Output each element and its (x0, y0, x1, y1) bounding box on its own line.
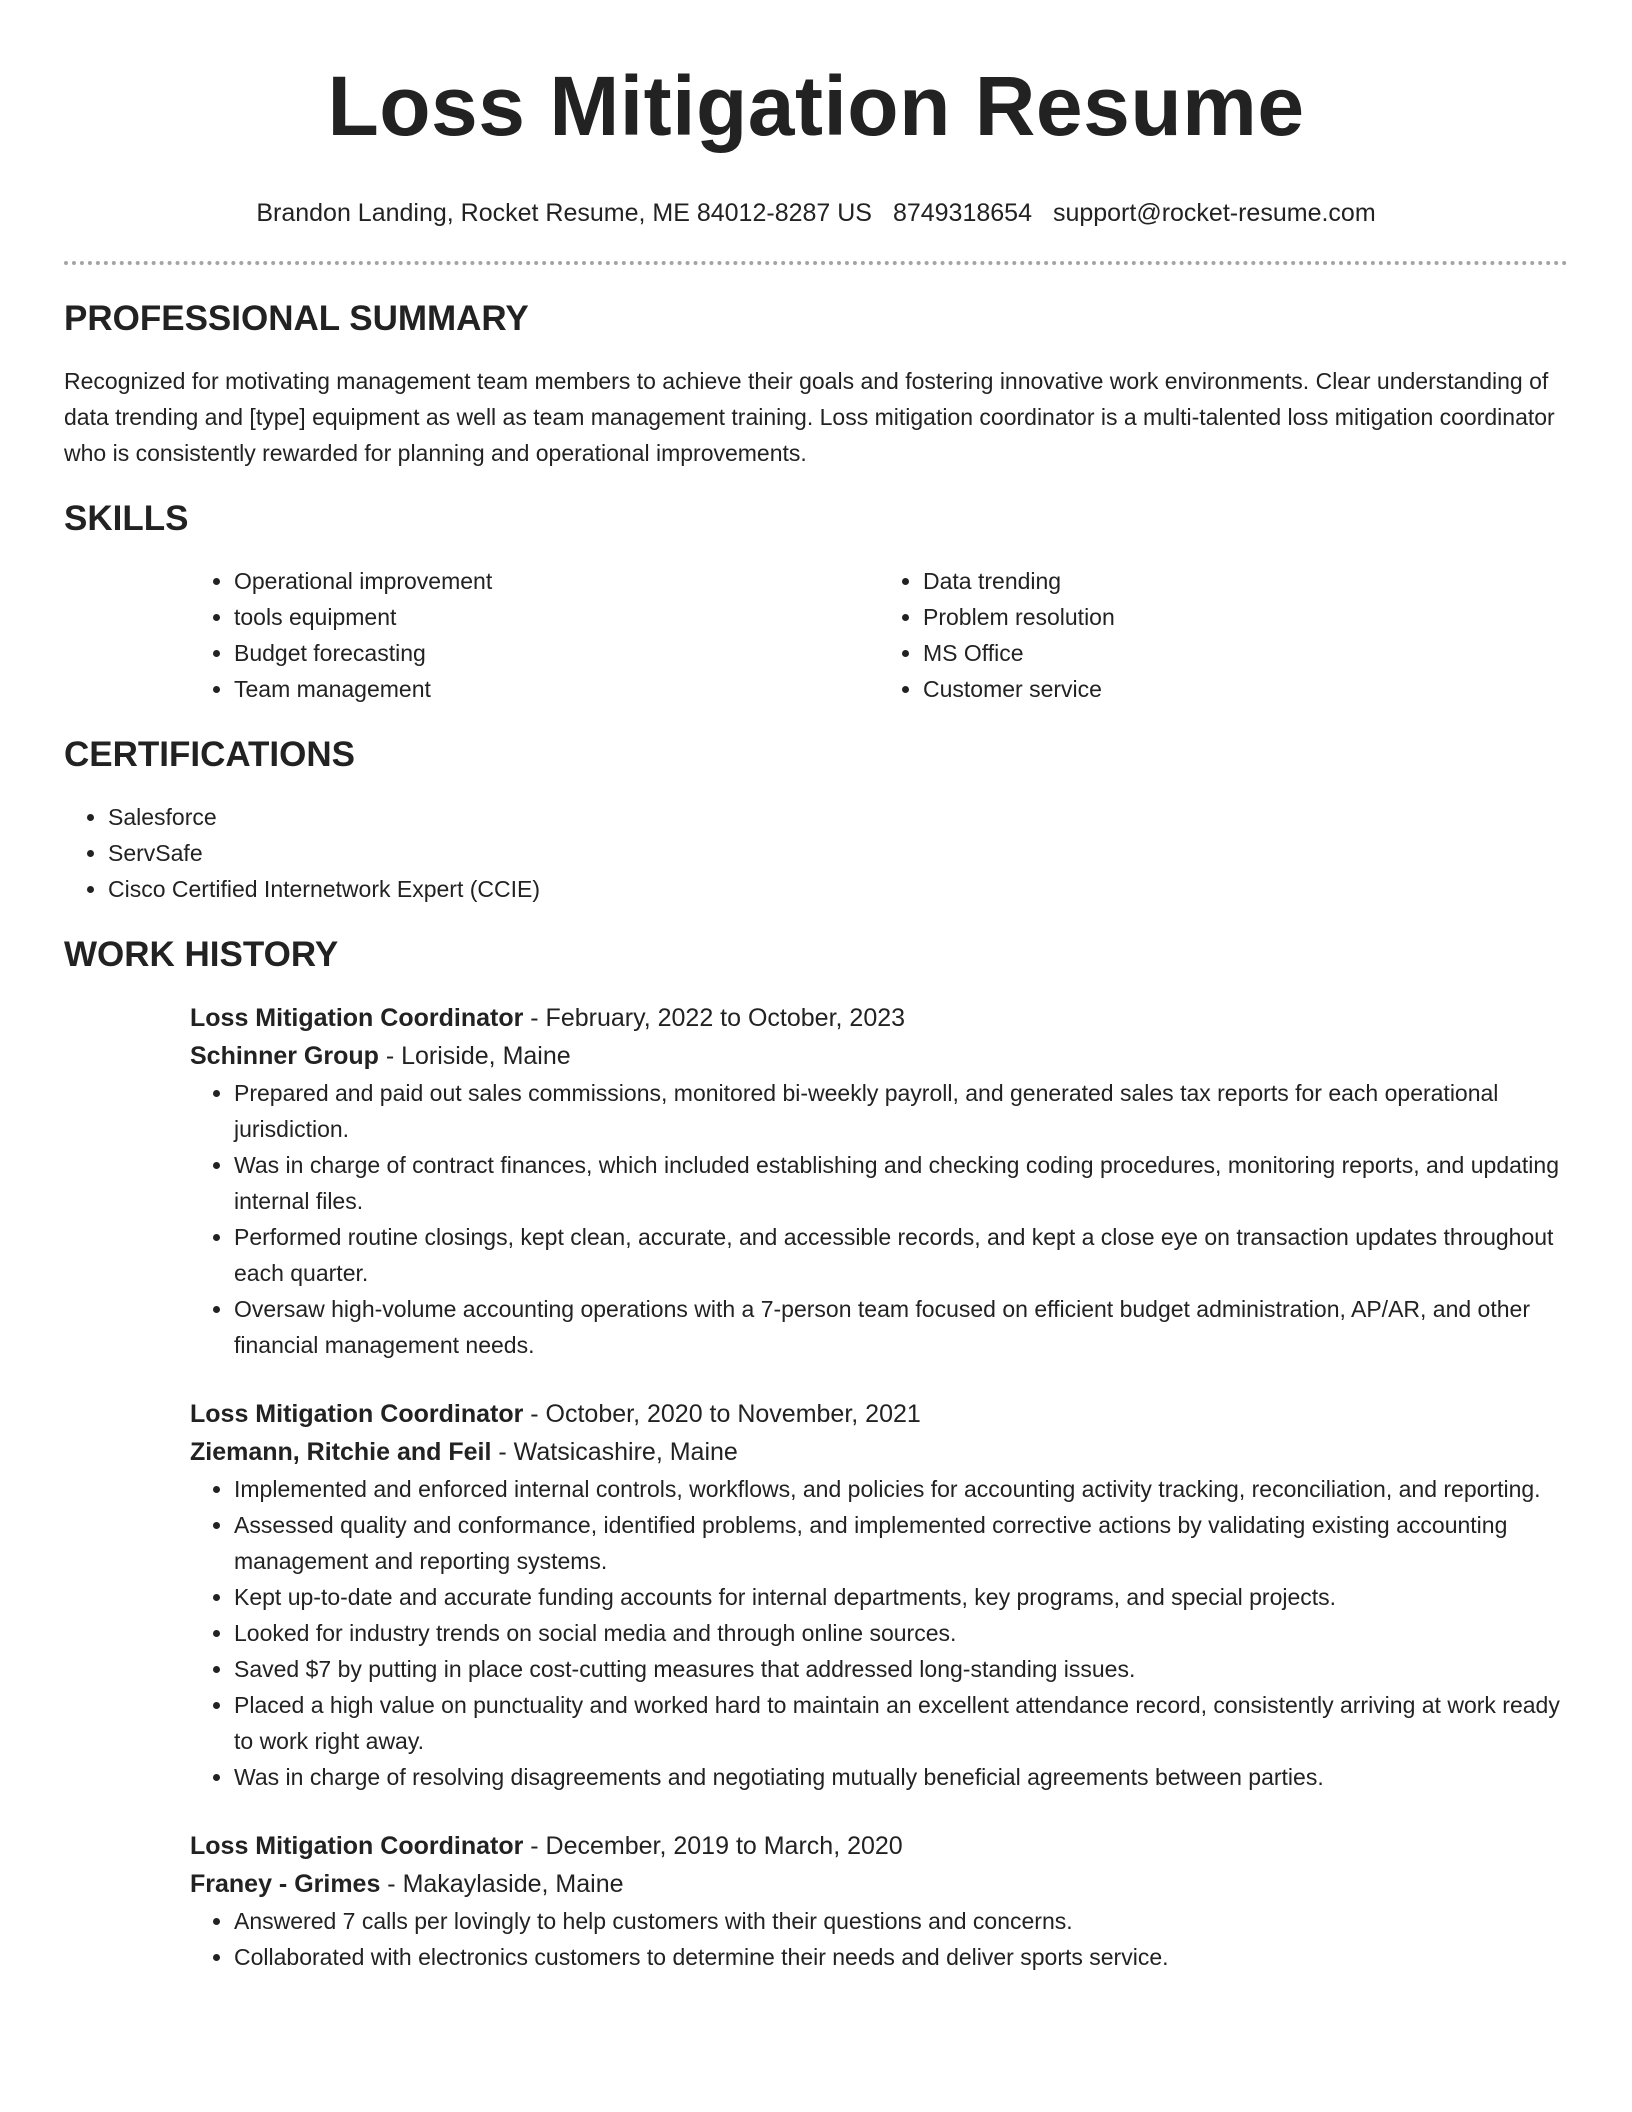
job-title: Loss Mitigation Coordinator (190, 1400, 524, 1428)
certifications-section (64, 733, 1568, 907)
skills-list-left (190, 563, 879, 707)
list-item: • ServSafe (108, 835, 1568, 871)
list-item: • Performed routine closings, kept clean, accurate, and accessible records, and kept a close eye on transaction updates throughout each quarter. (234, 1219, 1568, 1291)
list-item: • Team management (234, 671, 879, 707)
list-item: • Was in charge of resolving disagreements and negotiating mutually beneficial agreements between parties. (234, 1759, 1568, 1795)
job-company: Franey - Grimes (190, 1870, 381, 1898)
job-company-line (190, 1865, 1568, 1903)
job-company: Ziemann, Ritchie and Feil (190, 1438, 492, 1466)
job-entry (190, 1395, 1568, 1795)
list-item: • tools equipment (234, 599, 879, 635)
resume-title: Loss Mitigation Resume (327, 59, 1305, 153)
list-item: • Prepared and paid out sales commissions, monitored bi-weekly payroll, and generated sales tax reports for each operational jurisdiction. (234, 1075, 1568, 1147)
contact-phone: 8749318654 (892, 199, 1032, 227)
job-company: Schinner Group (190, 1042, 379, 1070)
job-entry (190, 999, 1568, 1363)
list-item: • Oversaw high-volume accounting operations with a 7-person team focused on efficient budget administration, AP/AR, and other financial management needs. (234, 1291, 1568, 1363)
contact-address: Brandon Landing, Rocket Resume, ME 84012-8287 US (256, 199, 872, 227)
job-title: Loss Mitigation Coordinator (190, 1832, 524, 1860)
summary-text: Recognized for motivating management team members to achieve their goals and fostering innovative work environments. Clear understanding of data trending and [type] equipment as well as team management training. Loss mitigation coordinator is a multi-talented loss mitigation coordinator who is consistently rewarded for planning and operational improvements. (64, 368, 1555, 466)
list-item: • Looked for industry trends on social media and through online sources. (234, 1615, 1568, 1651)
job-location: - Makaylaside, Maine (380, 1870, 624, 1898)
list-item: • Saved $7 by putting in place cost-cutting measures that addressed long-standing issues. (234, 1651, 1568, 1687)
work-section (64, 933, 1568, 1975)
summary-heading: PROFESSIONAL SUMMARY (64, 299, 529, 338)
certifications-heading: CERTIFICATIONS (64, 735, 356, 774)
job-location: - Loriside, Maine (378, 1042, 571, 1070)
list-item: • Assessed quality and conformance, identified problems, and implemented corrective actions by validating existing accounting management and reporting systems. (234, 1507, 1568, 1579)
job-dates: - February, 2022 to October, 2023 (523, 1004, 906, 1032)
list-item: • Collaborated with electronics customers to determine their needs and deliver sports service. (234, 1939, 1568, 1975)
list-item: • Salesforce (108, 799, 1568, 835)
list-item: • Cisco Certified Internetwork Expert (CCIE) (108, 871, 1568, 907)
list-item: • Budget forecasting (234, 635, 879, 671)
job-title-line (190, 999, 1568, 1037)
job-bullets (190, 1075, 1568, 1363)
skills-list-right (879, 563, 1568, 707)
job-entry (190, 1827, 1568, 1975)
list-item: • Problem resolution (923, 599, 1568, 635)
list-item: • Was in charge of contract finances, which included establishing and checking coding procedures, monitoring reports, and updating internal files. (234, 1147, 1568, 1219)
skills-section (64, 497, 1568, 707)
skills-columns (190, 563, 1568, 707)
contact-email: support@rocket-resume.com (1052, 199, 1376, 227)
job-bullets (190, 1471, 1568, 1795)
work-heading: WORK HISTORY (64, 935, 339, 974)
skills-heading: SKILLS (64, 499, 189, 538)
job-dates: - October, 2020 to November, 2021 (523, 1400, 921, 1428)
list-item: • Customer service (923, 671, 1568, 707)
job-title-line (190, 1827, 1568, 1865)
job-company-line (190, 1433, 1568, 1471)
job-company-line (190, 1037, 1568, 1075)
list-item: • Data trending (923, 563, 1568, 599)
job-location: - Watsicashire, Maine (491, 1438, 738, 1466)
job-title-line (190, 1395, 1568, 1433)
job-dates: - December, 2019 to March, 2020 (523, 1832, 903, 1860)
header-divider (64, 261, 1568, 265)
list-item: • Placed a high value on punctuality and worked hard to maintain an excellent attendance record, consistently arriving at work ready to work right away. (234, 1687, 1568, 1759)
job-title: Loss Mitigation Coordinator (190, 1004, 524, 1032)
summary-section (64, 297, 1568, 471)
list-item: • MS Office (923, 635, 1568, 671)
list-item: • Kept up-to-date and accurate funding accounts for internal departments, key programs, and special projects. (234, 1579, 1568, 1615)
list-item: • Operational improvement (234, 563, 879, 599)
contact-line (64, 198, 1568, 228)
job-bullets (190, 1903, 1568, 1975)
certifications-list (64, 799, 1568, 907)
list-item: • Implemented and enforced internal controls, workflows, and policies for accounting activity tracking, reconciliation, and reporting. (234, 1471, 1568, 1507)
list-item: • Answered 7 calls per lovingly to help customers with their questions and concerns. (234, 1903, 1568, 1939)
